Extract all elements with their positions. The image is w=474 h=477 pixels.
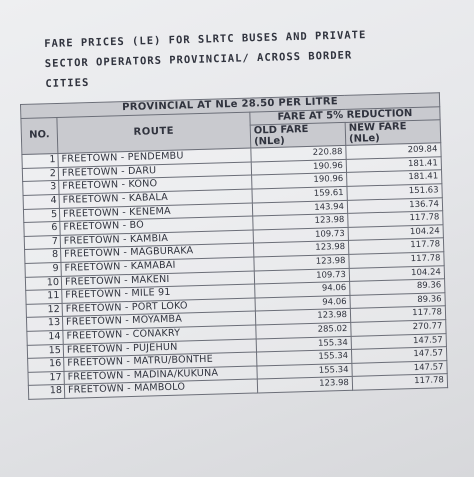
route-name: FREETOWN - KAMBIA: [60, 230, 253, 249]
row-number: 10: [25, 276, 61, 291]
route-name: FREETOWN - KONO: [59, 175, 252, 194]
row-number: 2: [22, 167, 58, 182]
route-name: FREETOWN - MATRU/BONTHE: [64, 352, 257, 371]
route-name: FREETOWN - MILE 91: [62, 284, 255, 303]
heading-line: SECTOR OPERATORS PROVINCIAL/ ACROSS BORDER: [44, 49, 353, 70]
new-fare-label: NEW FARE: [348, 121, 407, 135]
table-title: PROVINCIAL AT NLe 28.50 PER LITRE: [21, 93, 440, 118]
route-name: FREETOWN - PUJEHUN: [63, 338, 256, 357]
row-number: 7: [24, 235, 60, 250]
route-name: FREETOWN - KAMABAI: [61, 257, 254, 276]
old-fare-value: 94.06: [255, 295, 350, 311]
column-header-new-fare: [345, 120, 441, 146]
old-fare-label: OLD FARE: [253, 124, 309, 137]
row-number: 17: [28, 371, 64, 386]
route-name: FREETOWN - DARU: [58, 162, 251, 181]
row-number: 9: [25, 262, 61, 277]
route-name: FREETOWN - PORT LOKO: [62, 298, 255, 317]
new-fare-value: 209.84: [346, 143, 441, 159]
old-fare-value: 285.02: [256, 322, 351, 338]
new-fare-value: 147.57: [351, 333, 446, 349]
row-number: 11: [26, 290, 62, 305]
heading-line: CITIES: [45, 76, 90, 90]
old-fare-value: 123.98: [253, 214, 348, 230]
old-fare-value: 159.61: [252, 186, 347, 202]
old-fare-value: 155.34: [257, 363, 352, 379]
column-header-no: NO.: [21, 117, 58, 155]
row-number: 5: [23, 208, 59, 223]
route-name: FREETOWN - PENDEMBU: [58, 148, 251, 167]
new-fare-value: 181.41: [347, 170, 442, 186]
new-fare-value: 89.36: [350, 292, 445, 308]
row-number: 4: [23, 194, 59, 209]
old-fare-value: 123.98: [255, 309, 350, 325]
row-number: 1: [22, 154, 58, 169]
route-name: FREETOWN - CONAKRY: [63, 325, 256, 344]
document-heading: [44, 23, 426, 94]
row-number: 16: [28, 357, 64, 372]
heading-line: FARE PRICES (LE) FOR SLRTC BUSES AND PRIVATE: [44, 29, 367, 50]
old-fare-value: 123.98: [253, 241, 348, 257]
new-fare-value: 104.24: [348, 224, 443, 240]
row-number: 18: [28, 385, 64, 400]
new-fare-value: 117.78: [348, 211, 443, 227]
new-fare-value: 117.78: [352, 374, 447, 390]
row-number: 15: [27, 344, 63, 359]
fare-table-container: [20, 92, 448, 399]
new-fare-value: 136.74: [347, 197, 442, 213]
new-fare-value: 151.63: [347, 184, 442, 200]
old-fare-value: 109.73: [254, 268, 349, 284]
route-name: FREETOWN - KABALA: [59, 189, 252, 208]
old-fare-value: 190.96: [252, 173, 347, 189]
row-number: 13: [26, 317, 62, 332]
new-fare-unit: (NLe): [348, 133, 380, 146]
row-number: 8: [25, 249, 61, 264]
row-number: 14: [27, 330, 63, 345]
new-fare-value: 117.78: [349, 252, 444, 268]
old-fare-value: 220.88: [251, 146, 346, 162]
new-fare-value: 117.78: [350, 306, 445, 322]
old-fare-value: 155.34: [256, 336, 351, 352]
new-fare-value: 181.41: [346, 157, 441, 173]
row-number: 6: [24, 222, 60, 237]
new-fare-value: 117.78: [348, 238, 443, 254]
row-number: 3: [23, 181, 59, 196]
new-fare-value: 89.36: [350, 279, 445, 295]
new-fare-value: 147.57: [352, 360, 447, 376]
old-fare-unit: (NLe): [254, 135, 285, 148]
new-fare-value: 104.24: [349, 265, 444, 281]
old-fare-value: 143.94: [252, 200, 347, 216]
route-name: FREETOWN - BO: [60, 216, 253, 235]
old-fare-value: 190.96: [251, 159, 346, 175]
route-name: FREETOWN - MAMBOLO: [64, 379, 257, 398]
old-fare-value: 94.06: [255, 281, 350, 297]
fare-table: [20, 92, 448, 399]
fare-table-body: [22, 143, 448, 399]
column-header-old-fare: [250, 123, 346, 149]
old-fare-value: 123.98: [257, 377, 352, 393]
new-fare-value: 147.57: [351, 347, 446, 363]
column-header-route: ROUTE: [57, 112, 251, 154]
row-number: 12: [26, 303, 62, 318]
fare-group-header: FARE AT 5% REDUCTION: [250, 106, 440, 125]
route-name: FREETOWN - KENEMA: [59, 203, 252, 222]
route-name: FREETOWN - MADINA/KUKUNA: [64, 366, 257, 385]
old-fare-value: 123.98: [254, 254, 349, 270]
old-fare-value: 155.34: [257, 349, 352, 365]
route-name: FREETOWN - MOYAMBA: [62, 311, 255, 330]
route-name: FREETOWN - MAKENI: [61, 271, 254, 290]
new-fare-value: 270.77: [351, 320, 446, 336]
old-fare-value: 109.73: [253, 227, 348, 243]
route-name: FREETOWN - MAGBURAKA: [61, 243, 254, 262]
